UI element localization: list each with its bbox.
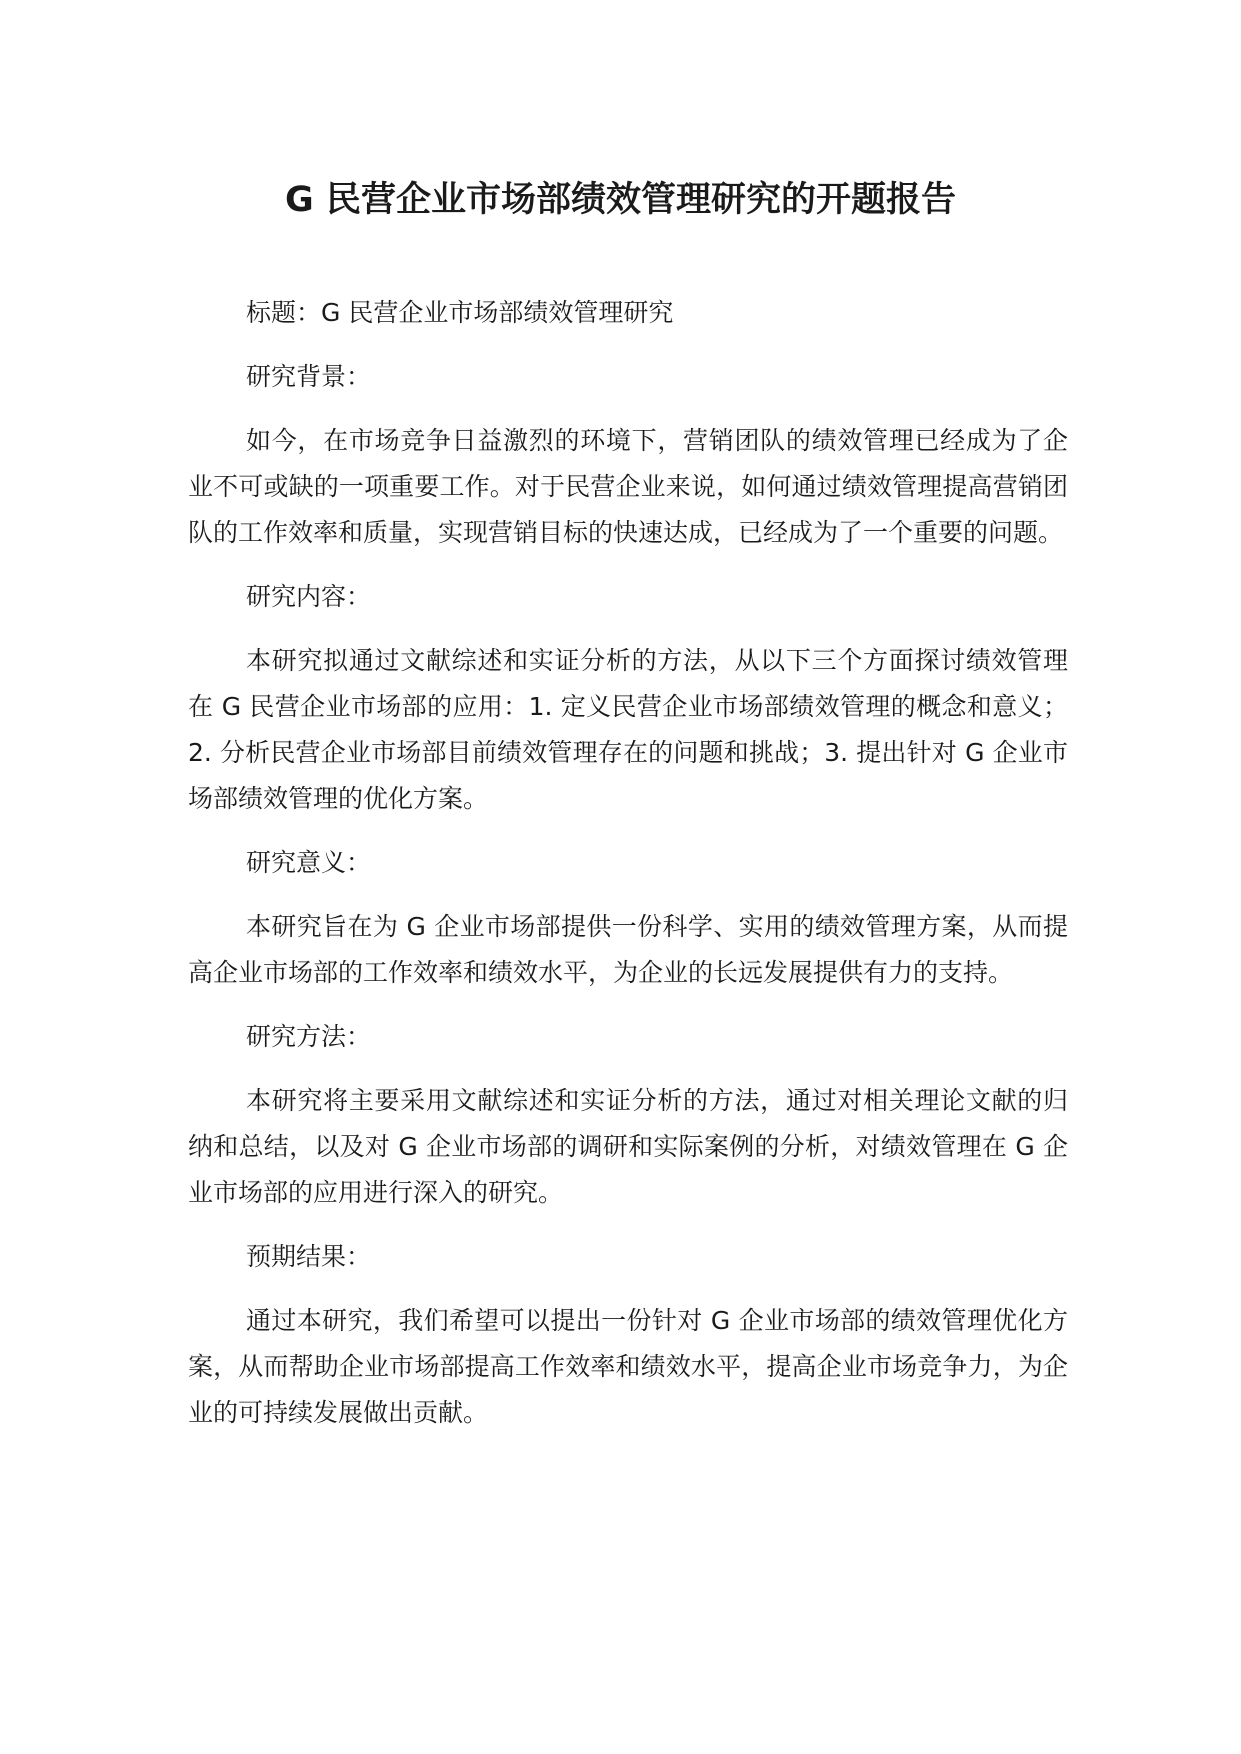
section-heading-expected-results: 预期结果： xyxy=(246,1242,372,1271)
document-title: G 民营企业市场部绩效管理研究的开题报告 xyxy=(285,180,956,220)
background-paragraph: 如今，在市场竞争日益激烈的环境下，营销团队的绩效管理已经成为了企业不可或缺的一项重要工作。对于民营企业来说，如何通过绩效管理提高营销团队的工作效率和质量，实现营销目标的快速达成，已经成为了一个重要的问题。 xyxy=(188,426,1068,547)
section-heading-background: 研究背景： xyxy=(246,362,372,391)
section-heading-significance: 研究意义： xyxy=(246,848,372,877)
significance-paragraph: 本研究旨在为 G 企业市场部提供一份科学、实用的绩效管理方案，从而提高企业市场部的工作效率和绩效水平，为企业的长远发展提供有力的支持。 xyxy=(188,912,1068,987)
content-paragraph: 本研究拟通过文献综述和实证分析的方法，从以下三个方面探讨绩效管理在 G 民营企业市场部的应用：1. 定义民营企业市场部绩效管理的概念和意义；2. 分析民营企业市场部目前绩效管理存在的问题和挑战；3. 提出针对 G 企业市场部绩效管理的优化方案。 xyxy=(188,646,1068,813)
section-heading-content: 研究内容： xyxy=(246,582,372,611)
document-body xyxy=(188,290,1068,1454)
title-line: 标题：G 民营企业市场部绩效管理研究 xyxy=(246,298,674,327)
expected-results-paragraph: 通过本研究，我们希望可以提出一份针对 G 企业市场部的绩效管理优化方案，从而帮助企业市场部提高工作效率和绩效水平，提高企业市场竞争力，为企业的可持续发展做出贡献。 xyxy=(188,1306,1068,1427)
method-paragraph: 本研究将主要采用文献综述和实证分析的方法，通过对相关理论文献的归纳和总结，以及对 G 企业市场部的调研和实际案例的分析，对绩效管理在 G 企业市场部的应用进行深入的研究。 xyxy=(188,1086,1068,1207)
section-heading-method: 研究方法： xyxy=(246,1022,372,1051)
